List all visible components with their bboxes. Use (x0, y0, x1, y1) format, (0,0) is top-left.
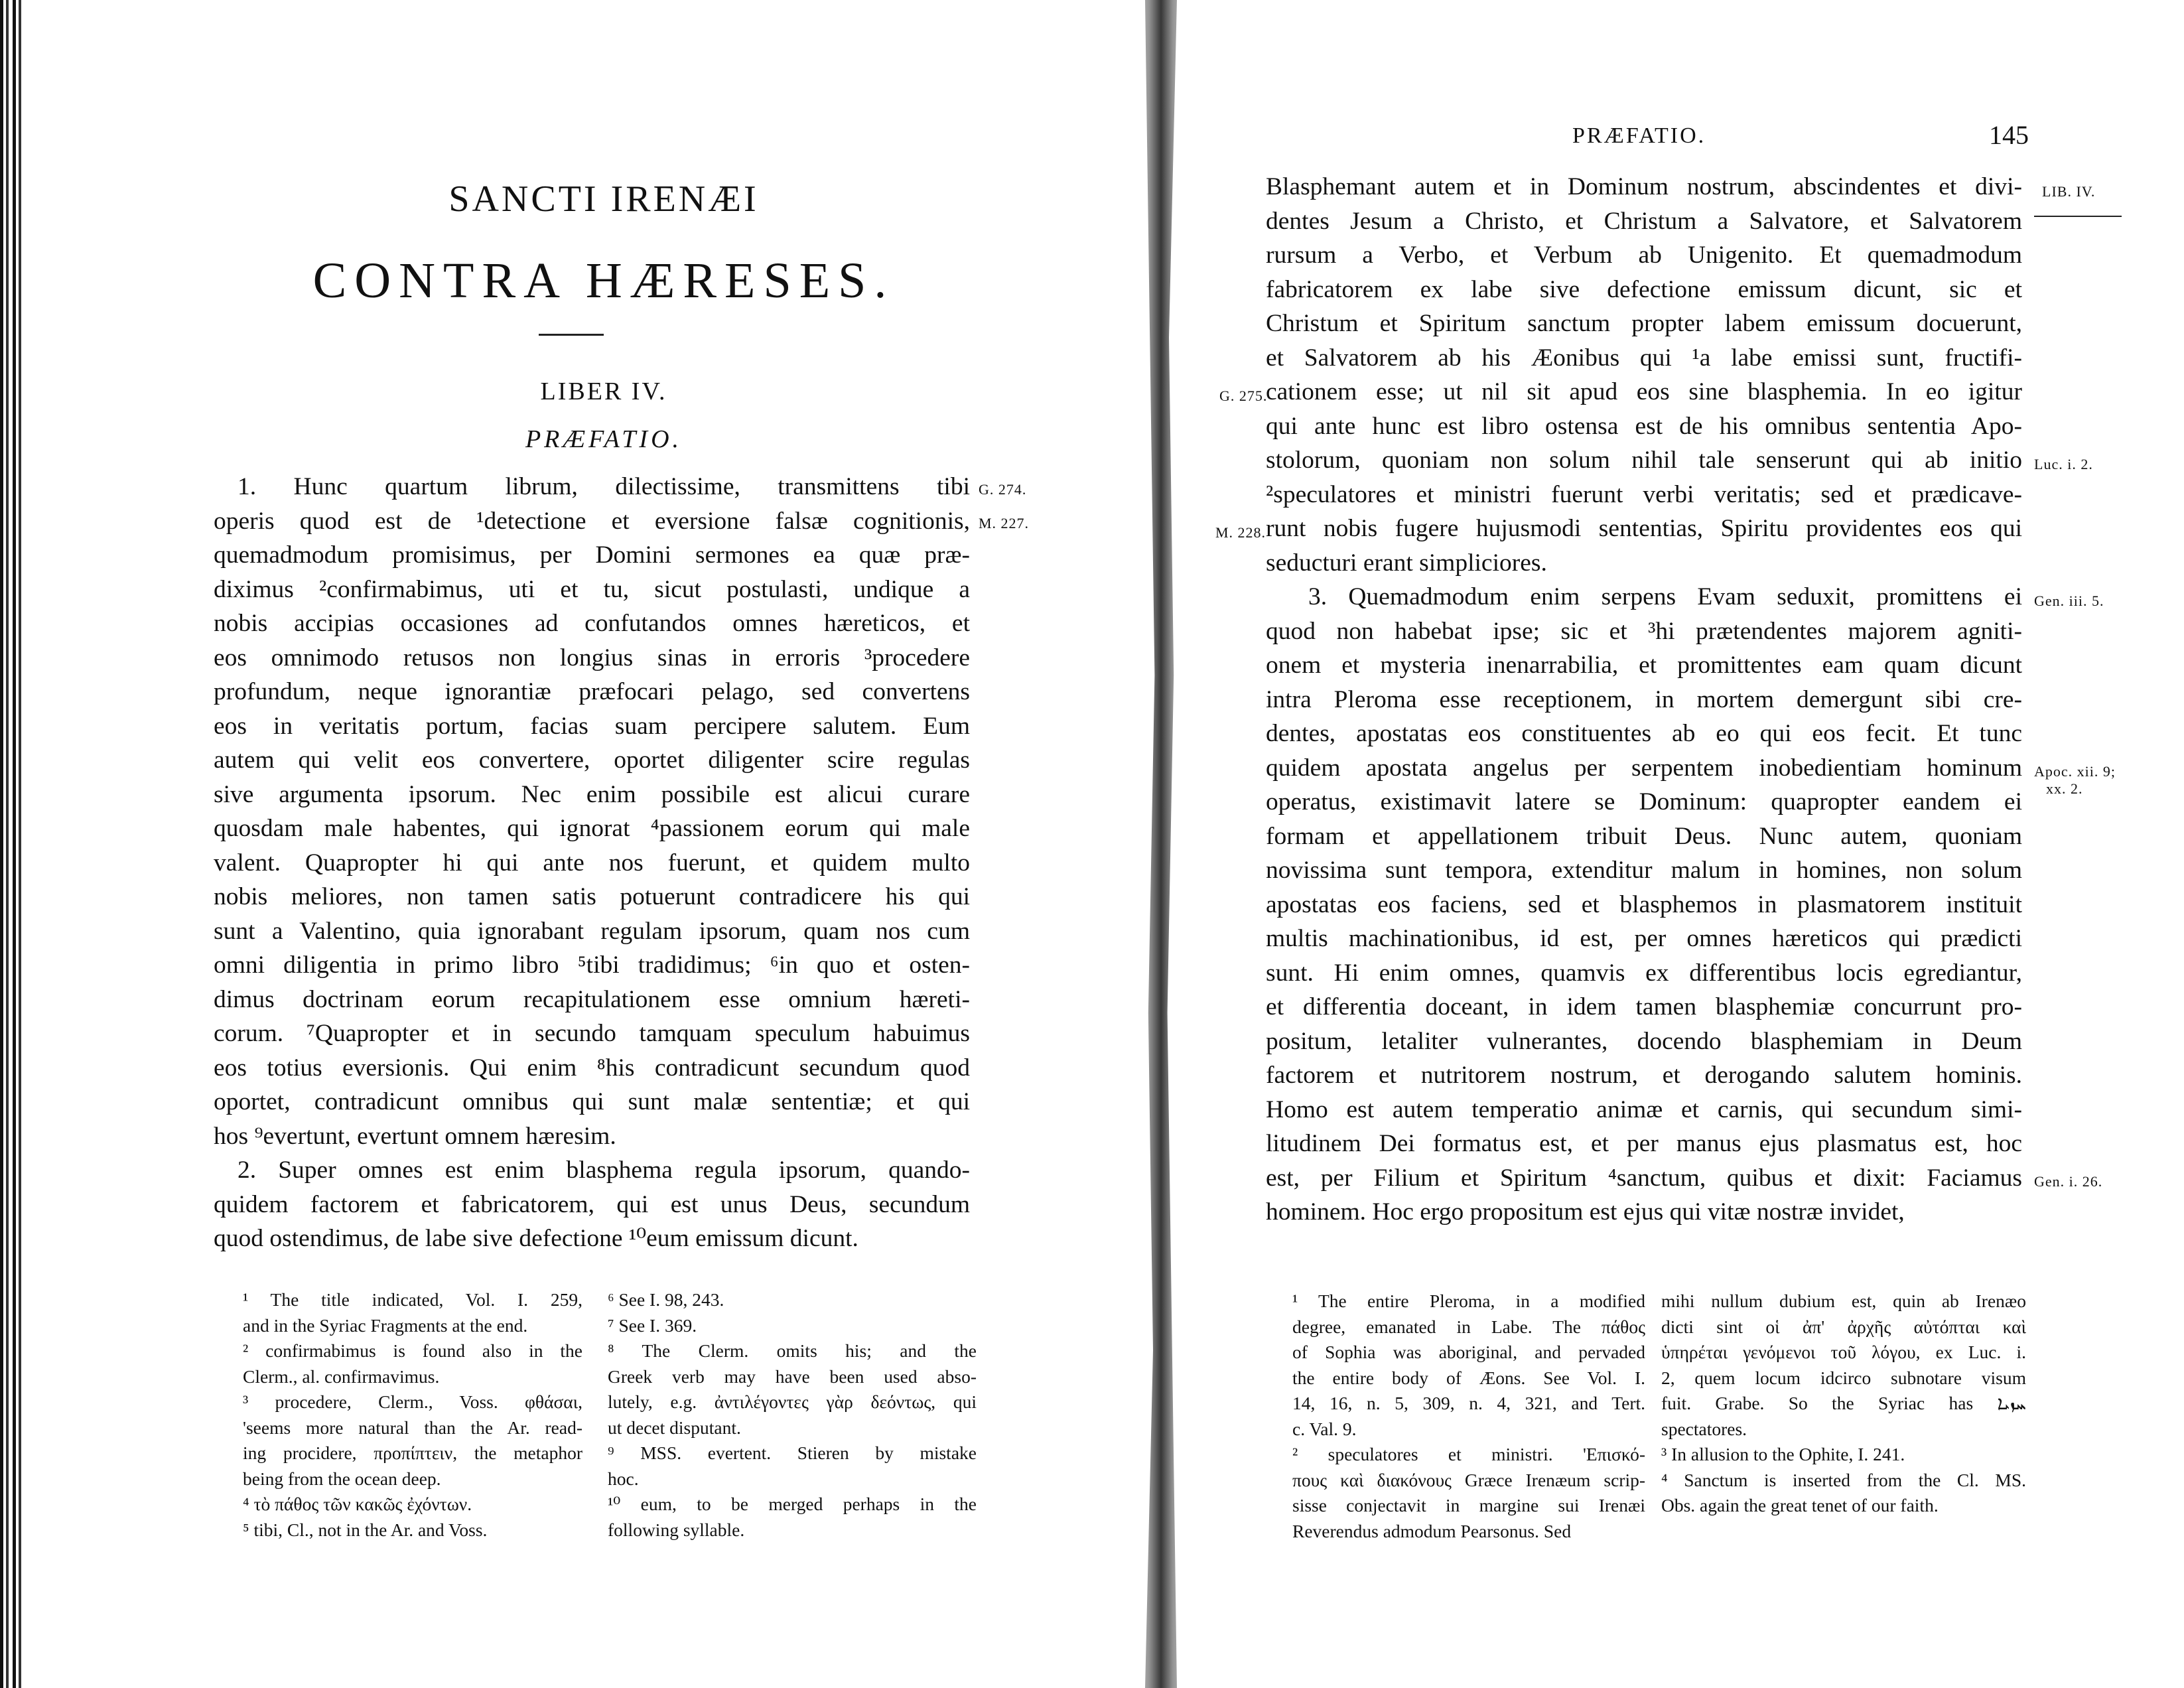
body-line: onem et mysteria inenarrabilia, et promittentes eam quam dicunt (1266, 652, 2022, 679)
body-line: positum, letaliter vulnerantes, docendo blasphemiam in Deum (1266, 1027, 2022, 1055)
margin-note-lib-iv: LIB. IV. (2042, 183, 2096, 200)
margin-note-g275: G. 275. (1219, 387, 1268, 404)
right-page-body-text (1266, 170, 2022, 1230)
footnote-line: Clerm., al. confirmavimus. (243, 1366, 440, 1387)
footnote-line: ut decet disputant. (608, 1417, 741, 1438)
body-line: Blasphemant autem et in Dominum nostrum, abscindentes et divi- (1266, 173, 2022, 200)
body-line: eos omnimodo retusos non longius sinas in erroris ³procedere (214, 644, 970, 671)
footnote-line: sisse conjectavit in margine sui Irenæi (1292, 1495, 1645, 1515)
right-footnotes-column-1 (1292, 1289, 1645, 1544)
footnote-line: and in the Syriac Fragments at the end. (243, 1314, 528, 1336)
body-line: rursum a Verbo, et Verbum ab Unigenito. Et quemadmodum (1266, 242, 2022, 269)
body-line: sunt. Hi enim omnes, quamvis ex differentibus locis egrediantur, (1266, 959, 2022, 987)
footnote-line: πους καὶ διακόνους Græce Irenæum scrip- (1292, 1469, 1645, 1490)
footnote-line: ⁵ tibi, Cl., not in the Ar. and Voss. (243, 1519, 488, 1540)
footnote-line: c. Val. 9. (1292, 1418, 1357, 1439)
body-line: oportet, contradicunt omnibus qui sunt malæ sententiæ; et qui (214, 1088, 970, 1115)
footnote-line: being from the ocean deep. (243, 1468, 441, 1489)
book-heading: LIBER IV. (540, 378, 667, 405)
margin-note-m227: M. 227. (979, 515, 1030, 531)
left-footnotes-column-2 (608, 1287, 977, 1543)
footnote-line: the entire body of Æons. See Vol. I. (1292, 1367, 1645, 1388)
footnote-line: ¹⁰ eum, to be merged perhaps in the (608, 1494, 977, 1514)
footnote-line: mihi nullum dubium est, quin ab Irenæo (1661, 1291, 2026, 1311)
body-line: omni diligentia in primo libro ⁵tibi tradidimus; ⁶in quo et osten- (214, 951, 970, 979)
body-line: eos totius eversionis. Qui enim ⁸his contradicunt secundum quod (214, 1054, 970, 1082)
margin-note-apoc-cont: xx. 2. (2046, 780, 2083, 797)
body-line: ²speculatores et ministri fuerunt verbi veritatis; sed et prædicave- (1266, 480, 2022, 508)
footnote-line: Greek verb may have been used abso- (608, 1366, 977, 1387)
footnote-line: ² confirmabimus is found also in the (243, 1340, 582, 1361)
footnote-line: ³ procedere, Clerm., Voss. φθάσαι, (243, 1391, 582, 1412)
running-header-title: PRÆFATIO. (1572, 123, 1706, 148)
footnote-line: ⁴ τὸ πάθος τῶν κακῶς ἐχόντων. (243, 1494, 472, 1514)
footnote-line: ⁶ See I. 98, 243. (608, 1289, 724, 1310)
footnote-line: hoc. (608, 1468, 639, 1489)
body-line: intra Pleroma esse receptionem, in mortem demergunt sibi cre- (1266, 685, 2022, 713)
footnote-line: ¹ The title indicated, Vol. I. 259, (243, 1289, 582, 1310)
body-line: autem qui velit eos convertere, oportet diligenter scire regulas (214, 746, 970, 774)
body-line: nobis meliores, non tamen satis potuerunt contradicere his qui (214, 883, 970, 910)
body-line: factorem et nutritorem nostrum, et derogando salutem hominis. (1266, 1062, 2022, 1089)
body-line: quosdam male habentes, qui ignorat ⁴passionem eorum qui male (214, 815, 970, 842)
margin-note-luc: Luc. i. 2. (2034, 456, 2093, 472)
footnote-line: ⁷ See I. 369. (608, 1314, 697, 1336)
body-line: 1. Hunc quartum librum, dilectissime, transmittens tibi (238, 473, 970, 500)
footnote-line: 14, 16, n. 5, 309, n. 4, 321, and Tert. (1292, 1393, 1645, 1413)
footnote-line: degree, emanated in Labe. The πάθος (1292, 1316, 1645, 1337)
footnote-line: lutely, e.g. ἀντιλέγοντες γὰρ δεόντως, qui (608, 1391, 977, 1412)
margin-note-g274: G. 274. (979, 481, 1027, 498)
body-line: valent. Quapropter hi qui ante nos fuerunt, et quidem multo (214, 849, 970, 877)
body-line: sunt a Valentino, quia ignorabant regulam ipsorum, quam nos cum (214, 917, 970, 945)
margin-note-m228: M. 228. (1215, 524, 1266, 541)
body-line: est, per Filium et Spiritum ⁴sanctum, quibus et dixit: Faciamus (1266, 1164, 2022, 1192)
footnote-line: spectatores. (1661, 1418, 1747, 1439)
footnote-line: ⁹ MSS. evertent. Stieren by mistake (608, 1442, 977, 1463)
margin-note-gen-iii: Gen. iii. 5. (2034, 593, 2104, 609)
body-line: Homo est autem temperatio animæ et carnis, qui secundum simi- (1266, 1095, 2022, 1123)
margin-note-gen-i: Gen. i. 26. (2034, 1173, 2103, 1190)
body-line: dimus doctrinam eorum recapitulationem esse omnium hæreti- (214, 985, 970, 1013)
right-footnotes-column-2 (1661, 1289, 2026, 1519)
body-line: et Salvatorem ab his Æonibus qui ¹a labe emissi sunt, fructifi- (1266, 344, 2022, 372)
body-line: quidem apostata angelus per serpentem inobedientiam hominum (1266, 754, 2022, 782)
work-title: CONTRA HÆRESES. (312, 253, 895, 309)
footnote-line: fuit. Grabe. So the Syriac has ܚܙܝܐ (1661, 1393, 2026, 1413)
body-line: cationem esse; ut nil sit apud eos sine blasphemia. In eo igitur (1266, 378, 2022, 405)
body-line: fabricatorem ex labe sive defectione emissum dicunt, sic et (1266, 275, 2022, 303)
left-page-body-text (214, 470, 970, 1256)
body-line: operatus, existimavit latere se Dominum: quapropter eandem ei (1266, 788, 2022, 815)
body-line: stolorum, quoniam non solum nihil tale senserunt qui ab initio (1266, 447, 2022, 474)
body-line: diximus ²confirmabimus, uti et tu, sicut postulasti, undique a (214, 575, 970, 603)
margin-rule (2034, 216, 2122, 217)
book-gutter-shadow (1121, 0, 1201, 1688)
body-line: apostatas eos faciens, sed et blasphemos in plasmatorem instituit (1266, 890, 2022, 918)
body-line: et differentia doceant, in idem tamen blasphemiæ concurrunt pro- (1266, 993, 2022, 1020)
body-line: operis quod est de ¹detectione et eversione falsæ cognitionis, (214, 507, 970, 535)
footnote-line: ⁸ The Clerm. omits his; and the (608, 1340, 977, 1361)
body-line: 2. Super omnes est enim blasphema regula ipsorum, quando- (238, 1157, 970, 1184)
footnote-line: ⁴ Sanctum is inserted from the Cl. MS. (1661, 1469, 2026, 1490)
body-line: quod ostendimus, de labe sive defectione ¹⁰eum emissum dicunt. (214, 1225, 858, 1252)
body-line: quod non habebat ipse; sic et ³hi prætendentes majorem agniti- (1266, 617, 2022, 645)
footnote-line: ³ In allusion to the Ophite, I. 241. (1661, 1444, 1905, 1464)
book-binding-edge (0, 0, 23, 1688)
body-line: corum. ⁷Quapropter et in secundo tamquam speculum habuimus (214, 1020, 970, 1047)
footnote-line: Obs. again the great tenet of our faith. (1661, 1495, 1939, 1515)
section-heading: PRÆFATIO. (525, 425, 683, 453)
footnote-line: Reverendus admodum Pearsonus. Sed (1292, 1520, 1572, 1541)
body-line: novissima sunt tempora, extenditur malum in homines, non solum (1266, 857, 2022, 884)
body-line: dentes, apostatas eos constituentes ab eo qui eos fecit. Et tunc (1266, 720, 2022, 747)
footnote-line: of Sophia was aboriginal, and pervaded (1292, 1342, 1645, 1362)
body-line: formam et appellationem tribuit Deus. Nunc autem, quoniam (1266, 822, 2022, 850)
body-line: qui ante hunc est libro ostensa est de his omnibus sententia Apo- (1266, 412, 2022, 440)
body-line: eos in veritatis portum, facias suam percipere salutem. Eum (214, 712, 970, 740)
body-line: seducturi erant simpliciores. (1266, 549, 1547, 577)
footnote-line: ὑπηρέται γενόμενοι τοῦ λόγου, ex Luc. i. (1661, 1342, 2026, 1362)
body-line: hominem. Hoc ergo propositum est ejus qui vitæ nostræ invidet, (1266, 1198, 1905, 1226)
footnote-line: 'seems more natural than the Ar. read- (243, 1417, 582, 1438)
body-line: quemadmodum promisimus, per Domini sermones ea quæ præ- (214, 541, 970, 569)
body-line: hos ⁹evertunt, evertunt omnem hæresim. (214, 1122, 616, 1150)
footnote-line: ¹ The entire Pleroma, in a modified (1292, 1291, 1645, 1311)
body-line: multis machinationibus, id est, per omnes hæreticos qui prædicti (1266, 925, 2022, 952)
body-line: litudinem Dei formatus est, et per manus ejus plasmatus est, hoc (1266, 1130, 2022, 1157)
margin-note-apoc: Apoc. xii. 9; (2034, 763, 2116, 780)
body-line: dentes Jesum a Christo, et Christum a Salvatore, et Salvatorem (1266, 207, 2022, 235)
footnote-line: ing procidere, προπίπτειν, the metaphor (243, 1442, 582, 1463)
body-line: sive argumenta ipsorum. Nec enim possibile est alicui curare (214, 780, 970, 808)
footnote-line: 2, quem locum idcirco subnotare visum (1661, 1367, 2026, 1388)
body-line: Christum et Spiritum sanctum propter labem emissum docuerunt, (1266, 310, 2022, 337)
footnote-line: following syllable. (608, 1519, 745, 1540)
page-number: 145 (1989, 120, 2029, 150)
title-rule (539, 334, 604, 336)
body-line: profundum, neque ignorantiæ præfocari pelago, sed convertens (214, 678, 970, 705)
body-line: runt nobis fugere hujusmodi sententias, Spiritu providentes eos qui (1266, 515, 2022, 542)
footnote-line: dicti sint οἱ ἀπ' ἀρχῆς αὐτόπται καὶ (1661, 1316, 2026, 1337)
body-line: 3. Quemadmodum enim serpens Evam seduxit, promittens ei (1308, 583, 2022, 610)
footnote-line: ² speculatores et ministri. 'Επισκό- (1292, 1444, 1645, 1464)
left-footnotes-column-1 (243, 1287, 582, 1543)
body-line: quidem factorem et fabricatorem, qui est unus Deus, secundum (214, 1190, 970, 1218)
body-line: nobis accipias occasiones ad confutandos omnes hæreticos, et (214, 610, 970, 637)
work-author-title: SANCTI IRENÆI (448, 178, 759, 220)
